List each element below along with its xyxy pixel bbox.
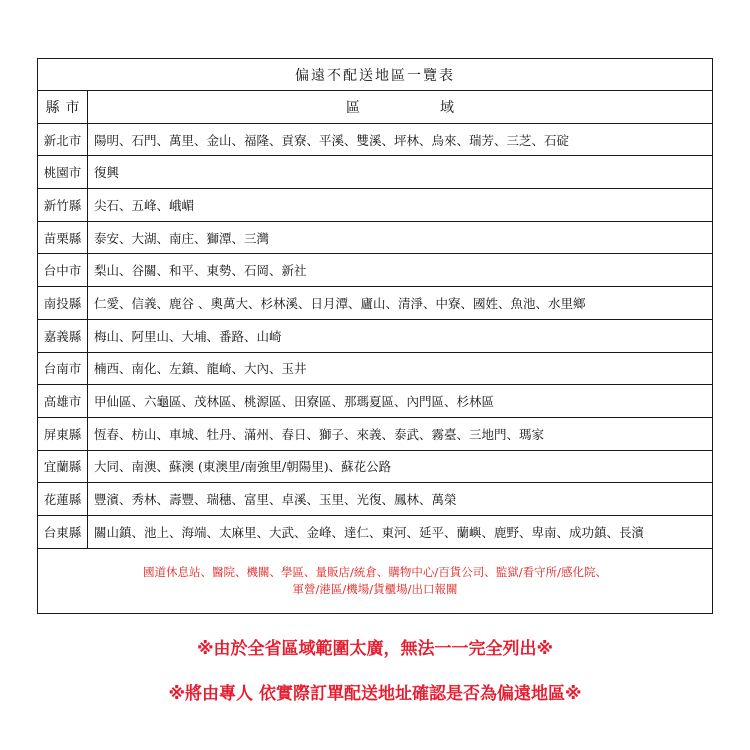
- county-cell: 花蓮縣: [38, 483, 88, 515]
- county-cell: 苗栗縣: [38, 222, 88, 254]
- table-row: [38, 451, 712, 484]
- areas-cell: 豐濱、秀林、壽豐、瑞穗、富里、卓溪、玉里、光復、鳳林、萬榮: [94, 492, 457, 508]
- areas-cell: 甲仙區、六龜區、茂林區、桃源區、田寮區、那瑪夏區、內門區、杉林區: [94, 394, 495, 410]
- header-county: 縣市: [38, 91, 88, 123]
- county-cell: 南投縣: [38, 287, 88, 319]
- areas-cell: 大同、南澳、蘇澳 (東澳里/南強里/朝陽里)、蘇花公路: [94, 459, 392, 475]
- areas-cell: 關山鎮、池上、海端、太麻里、大武、金峰、達仁、東河、延平、蘭嶼、鹿野、卑南、成功鎮、長濱: [94, 524, 645, 540]
- county-cell: 宜蘭縣: [38, 451, 88, 483]
- header-region-char-1: 區: [346, 99, 360, 116]
- table-row: [38, 320, 712, 353]
- areas-cell: 仁愛、信義、鹿谷 、奧萬大、杉林溪、日月潭、廬山、清淨、中寮、國姓、魚池、水里鄉: [94, 295, 586, 311]
- table-title-row: [38, 59, 712, 91]
- county-cell: 嘉義縣: [38, 320, 88, 352]
- areas-cell: 梨山、谷關、和平、東勢、石岡、新社: [94, 263, 307, 279]
- areas-cell: 尖石、五峰、峨嵋: [94, 197, 195, 213]
- table-row: [38, 353, 712, 386]
- table-row: [38, 156, 712, 189]
- county-cell: 台東縣: [38, 516, 88, 548]
- county-cell: 屏東縣: [38, 418, 88, 450]
- table-row: [38, 287, 712, 320]
- table-row: [38, 254, 712, 287]
- table-row: [38, 189, 712, 222]
- header-region: [88, 91, 712, 123]
- county-cell: 桃園市: [38, 156, 88, 188]
- table-header-row: [38, 91, 712, 124]
- exclusion-note-line-1: 國道休息站、醫院、機關、學區、量販店/統倉、購物中心/百貨公司、監獄/看守所/感化院、: [143, 564, 607, 579]
- warning-line-1: ※由於全省區域範圍太廣，無法一一完全列出※: [196, 639, 554, 659]
- county-cell: 新北市: [38, 124, 88, 156]
- areas-cell: 梅山、阿里山、大埔、番路、山崎: [94, 328, 282, 344]
- remote-areas-table: [37, 58, 713, 614]
- areas-cell: 陽明、石門、萬里、金山、福隆、貢寮、平溪、雙溪、坪林、烏來、瑞芳、三芝、石碇: [94, 132, 570, 148]
- county-cell: 新竹縣: [38, 189, 88, 221]
- warning-line-2: ※將由專人 依實際訂單配送地址確認是否為偏遠地區※: [168, 684, 582, 704]
- table-row: [38, 418, 712, 451]
- areas-cell: 復興: [94, 165, 120, 181]
- table-title: 偏遠不配送地區一覽表: [295, 67, 455, 84]
- table-row: [38, 124, 712, 157]
- table-row: [38, 385, 712, 418]
- table-row: [38, 222, 712, 255]
- areas-cell: 恆春、枋山、車城、牡丹、滿州、春日、獅子、來義、泰武、霧臺、三地門、瑪家: [94, 426, 545, 442]
- exclusion-note-row: [38, 549, 712, 613]
- table-row: [38, 516, 712, 549]
- areas-cell: 泰安、大湖、南庄、獅潭、三灣: [94, 230, 270, 246]
- county-cell: 台中市: [38, 254, 88, 286]
- county-cell: 高雄市: [38, 385, 88, 417]
- exclusion-note-line-2: 軍營/港區/機場/貨櫃場/出口報關: [292, 581, 458, 596]
- county-cell: 台南市: [38, 353, 88, 385]
- table-row: [38, 483, 712, 516]
- header-region-char-2: 域: [440, 99, 454, 116]
- areas-cell: 楠西、南化、左鎮、龍崎、大內、玉井: [94, 361, 307, 377]
